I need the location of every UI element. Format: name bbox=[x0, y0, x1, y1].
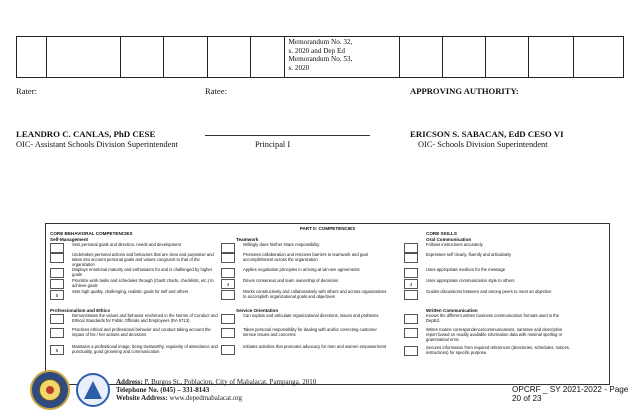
indicator-text: Displays emotional maturity and enthusiasm for and is challenged by higher goals bbox=[72, 267, 213, 277]
competency-row bbox=[221, 314, 411, 324]
rating-box[interactable] bbox=[221, 253, 235, 263]
approver-position: OIC- Schools Division Superintendent bbox=[418, 140, 548, 149]
section-title: Oral Communication bbox=[426, 237, 472, 242]
rating-box[interactable] bbox=[50, 268, 64, 278]
table-cell bbox=[207, 37, 250, 78]
section-title: Teamwork bbox=[236, 237, 259, 242]
footer-website: Website Address: www.depedmabalacat.org bbox=[116, 394, 243, 402]
ratee-position: Principal I bbox=[255, 140, 291, 149]
rater-name: LEANDRO C. CANLAS, PhD CESE bbox=[16, 129, 156, 139]
indicator-text: Sets personal goals and direction, needs and development bbox=[72, 242, 181, 247]
table-cell bbox=[250, 37, 285, 78]
table-cell bbox=[120, 37, 163, 78]
competency-row bbox=[404, 346, 604, 356]
footer-telephone: Telephone No. (045) – 331-8143 bbox=[116, 386, 210, 394]
competency-row bbox=[404, 253, 604, 263]
rating-box[interactable] bbox=[221, 345, 235, 355]
indicator-text: Uses appropriate communication style to others bbox=[426, 278, 515, 283]
indicator-text: Practices ethical and professional behavior and conduct taking account the impact of his / her actions and decisions bbox=[72, 327, 211, 337]
rating-box[interactable] bbox=[50, 279, 64, 289]
indicator-text: Takes personal responsibility for dealing with and/or correcting customer service issues and concerns bbox=[243, 327, 377, 337]
indicator-text: Uses appropriate medium for the message bbox=[426, 267, 506, 272]
rating-box[interactable]: 5 bbox=[50, 345, 64, 355]
competency-row bbox=[404, 290, 604, 300]
table-cell bbox=[46, 37, 120, 78]
indicator-text: Can explain and articulate organizational directions, issues and problems bbox=[243, 313, 379, 318]
footer-address: Address: P. Burgos St., Poblacion, City of Mabalacat, Pampanga, 2010 bbox=[116, 378, 317, 386]
indicator-text: Demonstrates the values and behavior enshrined in the Norms of Conduct and Ethical Standards for Public Officials and Employees (RA 6713) bbox=[72, 313, 218, 323]
memo-line: Memorandum No. 32, bbox=[288, 38, 353, 46]
section-title: Professionalism and Ethics bbox=[50, 308, 110, 313]
indicator-text: Expresses self clearly, fluently and articulately bbox=[426, 252, 512, 257]
approving-authority-label: APPROVING AUTHORITY: bbox=[410, 86, 519, 96]
competency-row bbox=[404, 279, 604, 289]
rating-box[interactable] bbox=[221, 328, 235, 338]
rating-box[interactable] bbox=[404, 268, 418, 278]
indicator-text: Follows instructions accurately bbox=[426, 242, 483, 247]
rating-box[interactable] bbox=[221, 268, 235, 278]
competency-row bbox=[221, 268, 411, 278]
indicator-text: Secures information from required references (directories, schedules, notices, instructions) for specific purpose. bbox=[426, 345, 571, 355]
table-cell bbox=[529, 37, 574, 78]
rating-box[interactable] bbox=[404, 253, 418, 263]
rating-box[interactable] bbox=[221, 290, 235, 300]
table-cell bbox=[17, 37, 47, 78]
indicator-text: Promotes collaboration and removes barriers to teamwork and goal accomplishment across the organization bbox=[243, 252, 368, 262]
indicator-text: Knows the different written business communication formats used in the DepEd. bbox=[426, 313, 560, 323]
competency-row bbox=[50, 328, 230, 338]
ratee-signature-line bbox=[205, 135, 370, 136]
rating-box[interactable]: 4 bbox=[221, 279, 235, 289]
competency-row bbox=[50, 290, 230, 300]
memo-line: Memorandum No. 53, bbox=[288, 55, 353, 64]
competency-row bbox=[50, 252, 230, 267]
competency-row bbox=[221, 345, 411, 355]
rating-box[interactable] bbox=[50, 253, 64, 263]
rating-box[interactable] bbox=[221, 314, 235, 324]
rating-box[interactable] bbox=[50, 328, 64, 338]
memo-line: s. 2020 bbox=[288, 63, 310, 72]
competencies-panel bbox=[45, 223, 610, 385]
approver-name: ERICSON S. SABACAN, EdD CESO VI bbox=[410, 129, 564, 139]
competency-row bbox=[221, 253, 411, 263]
indicator-text: Maintains a professional image: being trustworthy, regularity of attendance and punctuality, good grooming and communication bbox=[72, 344, 218, 354]
competency-row bbox=[50, 268, 230, 278]
ratee-label: Ratee: bbox=[205, 86, 227, 96]
core-competencies-header: CORE BEHAVIORAL COMPETENCIES bbox=[50, 231, 133, 236]
page-number: OPCRF _ SY 2021-2022 - Page 20 of 23 bbox=[512, 385, 629, 403]
table-cell bbox=[574, 37, 624, 78]
section-title: Self-Management bbox=[50, 237, 89, 242]
division-seal-logo bbox=[30, 370, 70, 410]
memo-table bbox=[16, 36, 624, 78]
competency-row bbox=[221, 328, 411, 338]
indicator-text: Guides discussions between and among peers to meet an objective bbox=[426, 289, 552, 294]
competency-row bbox=[404, 314, 604, 324]
rating-box[interactable] bbox=[404, 328, 418, 338]
table-cell bbox=[443, 37, 486, 78]
indicator-text: Works constructively and collaboratively with others and across organizations to accomplish organizational goals and objectives bbox=[243, 289, 387, 299]
rating-box[interactable] bbox=[404, 346, 418, 356]
rating-box[interactable] bbox=[404, 290, 418, 300]
indicator-text: Initiates activities that promotes advocacy for men and women empowerment bbox=[243, 344, 387, 349]
competency-row bbox=[404, 268, 604, 278]
indicator-text: Writes routine correspondence/communications, narrative and descriptive report based on readily available information data with minimal spelling or grammatical error. bbox=[426, 327, 563, 342]
section-title: Written Communication bbox=[426, 308, 478, 313]
indicator-text: Willingly does his/her share responsibility bbox=[243, 242, 320, 247]
table-cell bbox=[163, 37, 207, 78]
memo-line: s. 2020 and Dep Ed bbox=[288, 46, 345, 55]
rating-box[interactable] bbox=[50, 243, 64, 253]
table-cell bbox=[400, 37, 443, 78]
indicator-text: Prioritize work tasks and schedules through (Gantt charts, checklists, etc.) to achieve goals bbox=[72, 278, 214, 288]
memo-reference-cell bbox=[285, 37, 400, 78]
competency-row bbox=[404, 327, 604, 342]
competency-row bbox=[50, 279, 230, 289]
rater-label: Rater: bbox=[16, 86, 37, 96]
rating-box[interactable] bbox=[404, 314, 418, 324]
competency-row bbox=[221, 290, 411, 300]
indicator-text: Applies negotiation principles in arriving at win-win agreements bbox=[243, 267, 360, 272]
competency-row bbox=[50, 314, 230, 324]
rating-box[interactable]: 5 bbox=[50, 290, 64, 300]
deped-logo bbox=[76, 373, 110, 407]
part-title: PART II: COMPETENCIES bbox=[299, 226, 356, 231]
indicator-text: Sets high quality, challenging, realistic goals for self and others bbox=[72, 289, 189, 294]
table-cell bbox=[486, 37, 529, 78]
section-title: Service Orientation bbox=[236, 308, 279, 313]
rating-box[interactable]: 4 bbox=[404, 279, 418, 289]
rating-box[interactable] bbox=[50, 314, 64, 324]
indicator-text: Undertakes personal actions and behaviors that are clear and purposive and takes into account personal goals and values congruent to that of the organization bbox=[72, 252, 214, 267]
rating-box[interactable] bbox=[221, 243, 235, 253]
competency-row bbox=[50, 345, 230, 355]
indicator-text: Drives consensus and team ownership of decisions bbox=[243, 278, 339, 283]
core-skills-header: CORE SKILLS bbox=[426, 231, 457, 236]
rating-box[interactable] bbox=[404, 243, 418, 253]
competency-row bbox=[221, 279, 411, 289]
rater-position: OIC- Assistant Schools Division Superintendent bbox=[16, 140, 178, 149]
